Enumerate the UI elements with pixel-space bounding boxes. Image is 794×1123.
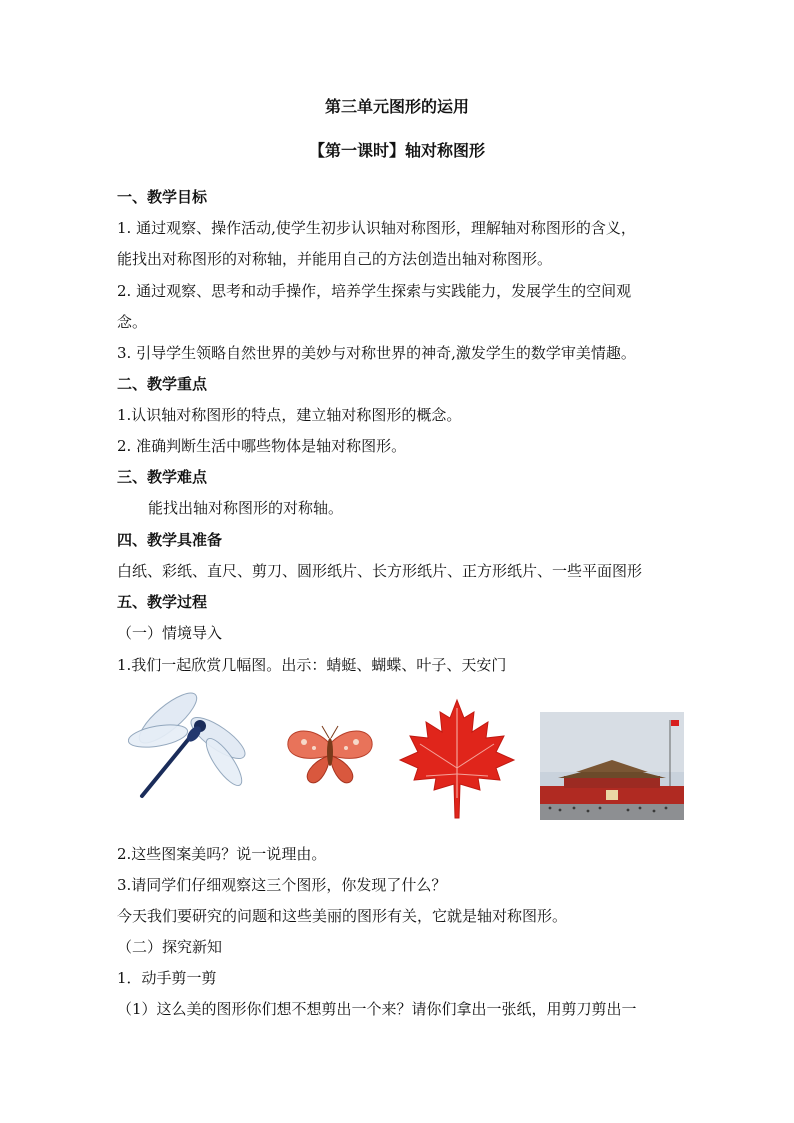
subsection-explore: （二）探究新知 (117, 938, 223, 956)
section-heading-difficulties: 三、教学难点 (117, 468, 208, 486)
lesson-subtitle: 【第一课时】轴对称图形 (308, 141, 485, 160)
objective-1-line-2: 能找出对称图形的对称轴，并能用自己的方法创造出轴对称图形。 (117, 250, 553, 268)
section-heading-materials: 四、教学具准备 (117, 531, 223, 549)
dragonfly-image (128, 688, 254, 804)
key-point-1: 1.认识轴对称图形的特点，建立轴对称图形的概念。 (117, 406, 462, 424)
objective-2-line-2: 念。 (117, 313, 148, 331)
objective-2-line-1: 2. 通过观察、思考和动手操作，培养学生探索与实践能力，发展学生的空间观 (117, 282, 632, 300)
process-step-2: 2.这些图案美吗？说一说理由。 (117, 845, 327, 863)
maple-leaf-image (396, 698, 518, 820)
materials-list: 白纸、彩纸、直尺、剪刀、圆形纸片、长方形纸片、正方形纸片、一些平面图形 (117, 562, 643, 580)
objective-3: 3. 引导学生领略自然世界的美妙与对称世界的神奇,激发学生的数学审美情趣。 (117, 344, 636, 362)
objective-1-line-1: 1. 通过观察、操作活动,使学生初步认识轴对称图形，理解轴对称图形的含义， (117, 219, 636, 237)
page-title: 第三单元图形的运用 (324, 97, 469, 116)
tiananmen-photo (540, 712, 684, 820)
section-heading-objectives: 一、教学目标 (117, 188, 208, 206)
butterfly-image (284, 722, 376, 788)
section-heading-process: 五、教学过程 (117, 593, 208, 611)
process-step-3: 3.请同学们仔细观察这三个图形，你发现了什么？ (117, 876, 447, 894)
difficulty-1: 能找出轴对称图形的对称轴。 (148, 499, 344, 517)
subsection-intro: （一）情境导入 (117, 624, 223, 642)
key-point-2: 2. 准确判断生活中哪些物体是轴对称图形。 (117, 437, 407, 455)
section-heading-key-points: 二、教学重点 (117, 375, 208, 393)
explore-step-1-detail: （1）这么美的图形你们想不想剪出一个来？请你们拿出一张纸，用剪刀剪出一 (117, 1000, 637, 1018)
process-step-1: 1.我们一起欣赏几幅图。出示：蜻蜓、蝴蝶、叶子、天安门 (117, 656, 507, 674)
process-intro-summary: 今天我们要研究的问题和这些美丽的图形有关，它就是轴对称图形。 (117, 907, 568, 925)
explore-step-1: 1．动手剪一剪 (117, 969, 217, 987)
